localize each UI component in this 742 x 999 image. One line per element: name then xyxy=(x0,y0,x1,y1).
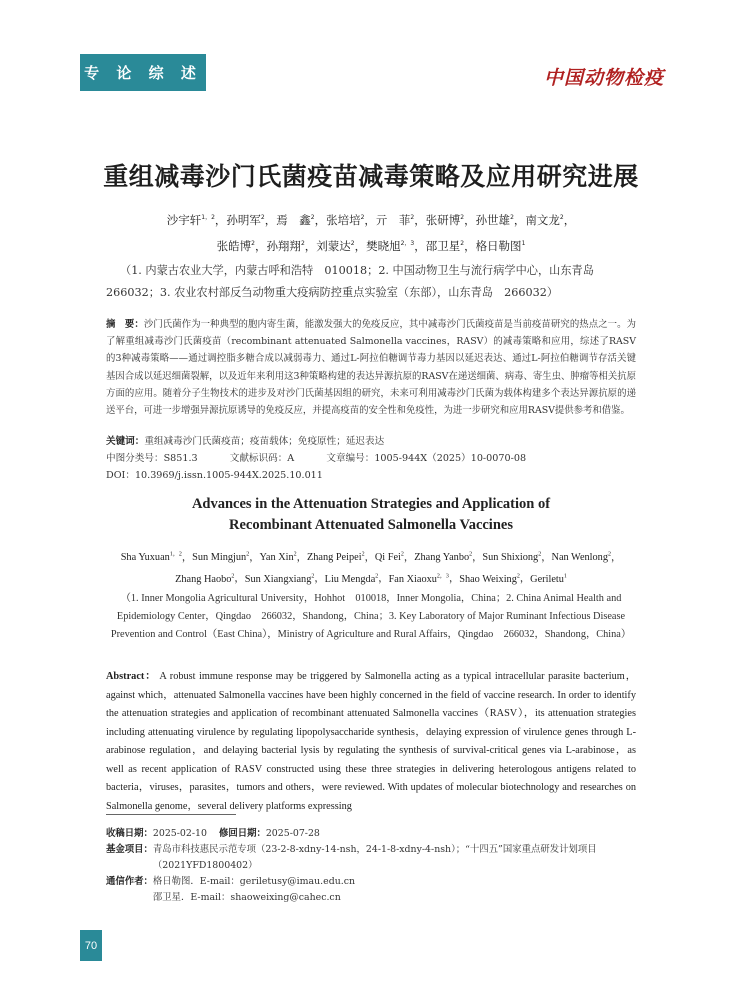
author-name: 邵卫星$^2$ xyxy=(425,238,465,253)
title-en-line-2: Recombinant Attenuated Salmonella Vaccines xyxy=(229,517,513,533)
doc-code-value: A xyxy=(287,453,295,464)
author-name: Sun Mingjun$^2$ xyxy=(192,552,250,564)
footnotes xyxy=(106,826,646,906)
author-affil-marker: 1，2 xyxy=(169,552,182,558)
title-en-line-1: Advances in the Attenuation Strategies and Application of xyxy=(191,496,551,512)
funding-label: 基金项目： xyxy=(106,844,153,855)
author-affil-marker: 2 xyxy=(460,214,465,221)
funding-text: 青岛市科技惠民示范专项（23-2-8-xdny-14-nsh，24-1-8-xdny-4-nsh）；“十四五”国家重点研发计划项目（2021YFD1800402） xyxy=(152,844,597,871)
doc-code-label: 文献标识码： xyxy=(229,453,288,464)
dates-row xyxy=(106,826,646,842)
corresponding-author-2: 邵卫星．E-mail：shaoweixing@cahec.cn xyxy=(152,892,341,903)
author-affil-marker: 2 xyxy=(375,573,379,580)
author-affil-marker: 2 xyxy=(260,214,265,221)
author-affil-marker: 1 xyxy=(563,573,567,580)
author-affil-marker: 2 xyxy=(361,552,365,558)
author-affil-marker: 2 xyxy=(460,239,465,247)
corresponding-row xyxy=(106,874,646,906)
corresponding-label: 通信作者： xyxy=(106,876,153,887)
clc-value: S851.3 xyxy=(163,453,198,464)
author-affil-marker: 1 xyxy=(521,239,526,247)
author-name: 焉 鑫$^2$ xyxy=(276,212,315,227)
corresponding-list xyxy=(153,874,646,906)
abstract-en-text: A robust immune response may be triggered by Salmonella acting as a typical intracellular parasite bacterium，against which，attenuated Salmonella vaccines have been highly concerned in the field of vaccine research. In order to identify the attenuation strategies and application of recombinant attenuated Salmonella vaccines（RASV），its attenuation strategies including attenuating virulence by regulating lipopolysaccharide synthesis，delaying expression of virulence genes through L-arabinose regulation，and delaying bacterial lysis by regulating the synthesis of survival-critical genes via L-arabinose，as well as recent application of RASV constructed using these three strategies in delivering heterologous antigens related to bacteria，viruses，parasites，tumors and others，were reviewed. With updates of molecular biotechnology and researches on Salmonella genome，several delivery platforms expressing xyxy=(106,671,636,812)
corresponding-author-1: 格日勒图．E-mail：geriletusy@imau.edu.cn xyxy=(152,876,356,887)
affiliation-en: （1. Inner Mongolia Agricultural University，Hohhot 010018，Inner Mongolia，China；2. China Animal Health and Epidemiology Center，Qingdao 266032，Shandong，China；3. Key Laboratory of Major Ruminant Infectious Disease Prevention and Control（East China），Ministry of Agriculture and Rural Affairs，Qingdao 266032，Shandong，China） xyxy=(110,593,632,640)
abstract-en-label: Abstract： xyxy=(106,671,157,682)
author-affil-marker: 2 xyxy=(310,214,315,221)
author-name: Yan Xin$^2$ xyxy=(259,552,297,564)
author-name: 格日勒图$^1$ xyxy=(475,238,526,253)
author-affil-marker: 2 xyxy=(516,573,520,580)
author-name: Sun Xiangxiang$^2$ xyxy=(244,573,315,585)
author-name: Zhang Yanbo$^2$ xyxy=(414,552,473,564)
author-affil-marker: 2 xyxy=(510,214,514,221)
author-affil-marker: 2 xyxy=(559,214,564,221)
author-affil-marker: 2 xyxy=(311,573,315,580)
author-name: 张研博$^2$ xyxy=(425,212,465,227)
author-name: Zhang Peipei$^2$ xyxy=(306,552,365,564)
author-list-cn: 沙宇轩$^{1,2}$，孙明军$^2$，焉 鑫$^2$，张培培$^2$，亓 菲$^2$，张研博$^2$，孙世雄$^2$，南文龙$^2$， 张皓博$^2$，孙翔翔$^2$，刘蒙达$^2$，樊晓旭$^{2,3}$，邵卫星$^2$，格日勒图$^1$ xyxy=(166,212,576,253)
author-affil-marker: 2 xyxy=(469,552,473,558)
author-name: 张培培$^2$ xyxy=(326,212,365,227)
author-name: Liu Mengda$^2$ xyxy=(324,573,379,585)
author-name: Nan Wenlong$^2$ xyxy=(551,552,611,564)
author-affil-marker: 1，2 xyxy=(201,214,215,221)
footnote-divider xyxy=(106,814,236,815)
article-number-value: 1005-944X（2025）10-0070-08 xyxy=(374,453,527,464)
page-number: 70 xyxy=(80,930,102,961)
abstract-cn-label: 摘 要： xyxy=(106,319,144,330)
author-name: 孙明军$^2$ xyxy=(226,212,265,227)
keywords-cn-text: 重组减毒沙门氏菌疫苗；疫苗载体；免疫原性；延迟表达 xyxy=(144,436,385,447)
abstract-cn xyxy=(106,316,636,419)
author-affil-marker: 2 xyxy=(360,214,365,221)
author-name: 樊晓旭$^{2,3}$ xyxy=(366,238,415,253)
author-name: Sha Yuxuan$^{1,2}$ xyxy=(120,552,182,564)
author-affil-marker: 2 xyxy=(293,552,297,558)
abstract-en xyxy=(106,668,636,816)
author-name: 张皓博$^2$ xyxy=(216,238,255,253)
article-title-en xyxy=(0,494,742,536)
author-name: 沙宇轩$^{1,2}$ xyxy=(166,212,215,227)
author-affil-marker: 2 xyxy=(300,239,305,247)
author-list-en: Sha Yuxuan$^{1,2}$，Sun Mingjun$^2$，Yan Xin$^2$，Zhang Peipei$^2$，Qi Fei$^2$，Zhang Yanbo$^2$，Sun Shixiong$^2$，Nan Wenlong$^2$， Zhang Haobo$^2$，Sun Xiangxiang$^2$，Liu Mengda$^2$，Fan Xiaoxu$^{2,3}$，Shao Weixing$^2$，Geriletu$^1$ xyxy=(120,552,622,585)
funding-row xyxy=(106,842,646,874)
author-name: Fan Xiaoxu$^{2,3}$ xyxy=(388,573,449,585)
author-affil-marker: 2 xyxy=(607,552,611,558)
author-name: 刘蒙达$^2$ xyxy=(316,238,355,253)
author-affil-marker: 2 xyxy=(231,573,235,580)
author-name: Geriletu$^1$ xyxy=(530,573,567,585)
author-name: Shao Weixing$^2$ xyxy=(459,573,520,585)
author-affil-marker: 2 xyxy=(410,214,415,221)
affiliation-cn: （1. 内蒙古农业大学，内蒙古呼和浩特 010018；2. 中国动物卫生与流行病学中心，山东青岛 266032；3. 农业农村部反刍动物重大疫病防控重点实验室（东部），山东青岛 266032） xyxy=(106,264,606,299)
author-name: 南文龙$^2$ xyxy=(525,212,564,227)
revised-label: 修回日期： xyxy=(218,828,266,839)
received-date: 2025-02-10 xyxy=(152,828,207,839)
abstract-cn-text: 沙门氏菌作为一种典型的胞内寄生菌，能激发强大的免疫反应，其中减毒沙门氏菌疫苗是当前疫苗研究的热点之一。为了解重组减毒沙门氏菌疫苗（recombinant attenuated Salmonella vaccines，RASV）的减毒策略和应用，综述了RASV的3种减毒策略——通过调控脂多糖合成以减弱毒力、通过L-阿拉伯糖调节毒力基因以延迟表达、通过L-阿拉伯糖调节存活关键基因合成以延迟细菌裂解，以及近年来利用这3种策略构建的表达异源抗原的RASV在递送细菌、病毒、寄生虫、肿瘤等相关抗原方面的应用。随着分子生物技术的进步及对沙门氏菌基因组的研究，未来可利用减毒沙门氏菌为载体构建多个表达异源抗原的递送平台，可进一步增强异源抗原诱导的免疫反应，并提高疫苗的安全性和免疫性，为进一步研究和应用RASV提供参考和借鉴。 xyxy=(106,319,636,417)
clc-label: 中图分类号： xyxy=(106,453,164,464)
author-affil-marker: 2 xyxy=(538,552,542,558)
doi: DOI：10.3969/j.issn.1005-944X.2025.10.011 xyxy=(106,470,323,481)
author-affil-marker: 2，3 xyxy=(400,239,415,247)
author-affil-marker: 2 xyxy=(400,552,404,558)
author-affil-marker: 2，3 xyxy=(436,573,449,580)
journal-logo: 中国动物检疫 xyxy=(543,67,664,89)
author-name: 孙世雄$^2$ xyxy=(475,212,514,227)
article-title-cn: 重组减毒沙门氏菌疫苗减毒策略及应用研究进展 xyxy=(103,162,639,191)
keywords-cn-label: 关键词： xyxy=(106,436,145,447)
author-name: 亓 菲$^2$ xyxy=(375,212,415,227)
received-label: 收稿日期： xyxy=(106,828,153,839)
author-affil-marker: 2 xyxy=(246,552,250,558)
author-affil-marker: 2 xyxy=(251,239,255,247)
author-name: Qi Fei$^2$ xyxy=(374,552,404,564)
author-affil-marker: 2 xyxy=(350,239,355,247)
revised-date: 2025-07-28 xyxy=(265,828,320,839)
section-label: 专 论 综 述 xyxy=(80,54,206,91)
article-number-label: 文章编号： xyxy=(326,453,375,464)
keywords-cn xyxy=(106,434,636,450)
classification-line xyxy=(106,451,636,467)
author-name: Zhang Haobo$^2$ xyxy=(175,573,235,585)
author-name: 孙翔翔$^2$ xyxy=(266,238,305,253)
author-name: Sun Shixiong$^2$ xyxy=(482,552,542,564)
